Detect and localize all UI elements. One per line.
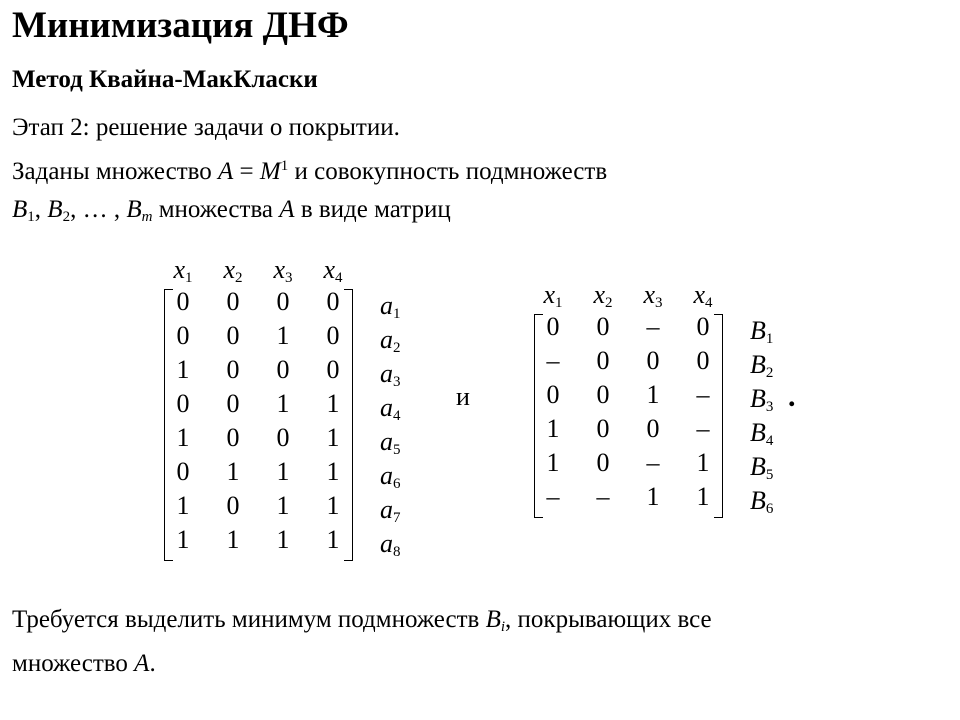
matrix-a-row-label: $a_2$ (380, 325, 401, 356)
given-line-1: Заданы множество $A = M^1$ и совокупность подмножеств (12, 158, 608, 185)
matrix-a-cell: 1 (326, 423, 340, 452)
matrix-b-cell: 0 (646, 346, 660, 375)
method-heading: Метод Квайна-МакКласки (12, 66, 318, 93)
matrix-a-column-header: $x_2$ (223, 255, 243, 286)
matrix-a-cell: 0 (276, 423, 290, 452)
matrix-b-cell: – (546, 346, 560, 375)
matrix-a-row-label: $a_1$ (380, 291, 401, 322)
matrix-b-cell: 1 (646, 380, 660, 409)
matrix-a-cell: 1 (276, 389, 290, 418)
matrix-a-cell: 1 (326, 457, 340, 486)
matrix-b-row-label: $B_2$ (750, 350, 774, 381)
matrix-b-cell: 1 (696, 482, 710, 511)
matrix-a-column-header: $x_1$ (173, 255, 193, 286)
matrix-b-cell: 1 (546, 414, 560, 443)
matrix-a-cell: 1 (326, 525, 340, 554)
matrix-a-cell: 1 (276, 457, 290, 486)
stage-text: Этап 2: решение задачи о покрытии. (12, 114, 400, 141)
matrix-a-row-label: $a_8$ (380, 529, 401, 560)
given-line-2: $B_1$, $B_2$, … , $B_m$ множества A в виде матриц (12, 196, 451, 225)
matrix-a-row-label: $a_3$ (380, 359, 401, 390)
matrix-b-cell: 0 (596, 414, 610, 443)
matrix-b-cell: 1 (546, 448, 560, 477)
matrix-a-cell: 1 (276, 491, 290, 520)
matrix-b-cell: – (696, 380, 710, 409)
matrix-a-column-header: $x_3$ (273, 255, 293, 286)
matrix-a-cell: 0 (176, 287, 190, 316)
matrix-b-row-label: $B_1$ (750, 316, 774, 347)
matrix-b-cell: 0 (646, 414, 660, 443)
matrix-a-row-label: $a_7$ (380, 495, 401, 526)
matrix-a-cell: 0 (326, 355, 340, 384)
matrix-b-cell: 0 (546, 380, 560, 409)
matrix-b-cell: – (646, 312, 660, 341)
matrix-a-cell: 0 (226, 389, 240, 418)
matrix-a-cell: 1 (176, 355, 190, 384)
matrix-b-cell: 0 (546, 312, 560, 341)
matrix-b-cell: 1 (696, 448, 710, 477)
matrix-a-cell: 0 (176, 389, 190, 418)
matrix-a-cell: 0 (176, 457, 190, 486)
matrix-a-cell: 1 (176, 423, 190, 452)
slide-title: Минимизация ДНФ (12, 5, 349, 46)
matrix-a-cell: 0 (226, 423, 240, 452)
period-mark: . (788, 380, 796, 413)
matrix-b-row-label: $B_3$ (750, 384, 774, 415)
matrix-b-cell: – (696, 414, 710, 443)
matrix-a-cell: 1 (226, 457, 240, 486)
matrix-b-column-header: $x_2$ (593, 280, 613, 311)
matrix-b-cell: 0 (596, 448, 610, 477)
matrix-b-row-label: $B_4$ (750, 418, 774, 449)
matrix-b-cell: 0 (696, 312, 710, 341)
matrix-b (538, 280, 788, 520)
task-line-2: множество A. (12, 650, 156, 677)
matrix-b-column-header: $x_3$ (643, 280, 663, 311)
matrix-b-cell: 0 (596, 346, 610, 375)
and-word: и (456, 382, 470, 411)
matrix-a-cell: 1 (326, 389, 340, 418)
matrix-a (168, 255, 408, 565)
matrix-a-cell: 1 (176, 525, 190, 554)
matrix-a-cell: 0 (326, 321, 340, 350)
matrix-a-cell: 1 (176, 491, 190, 520)
matrix-a-row-label: $a_4$ (380, 393, 401, 424)
matrix-b-cell: 0 (596, 312, 610, 341)
matrix-b-column-header: $x_4$ (693, 280, 713, 311)
task-line-1: Требуется выделить минимум подмножеств $B_i$, покрывающих все (12, 606, 712, 635)
matrix-a-column-header: $x_4$ (323, 255, 343, 286)
matrix-a-cell: 0 (226, 321, 240, 350)
matrix-b-cell: 0 (696, 346, 710, 375)
matrix-b-cell: – (596, 482, 610, 511)
matrix-a-cell: 0 (226, 355, 240, 384)
matrix-a-cell: 0 (176, 321, 190, 350)
matrix-b-cell: – (646, 448, 660, 477)
matrix-a-cell: 1 (276, 321, 290, 350)
matrix-a-cell: 0 (276, 287, 290, 316)
matrix-a-cell: 0 (226, 491, 240, 520)
matrix-b-cell: 1 (646, 482, 660, 511)
matrix-b-row-label: $B_6$ (750, 486, 774, 517)
matrix-a-row-label: $a_5$ (380, 427, 401, 458)
matrix-a-cell: 1 (326, 491, 340, 520)
matrix-a-cell: 1 (226, 525, 240, 554)
matrix-b-cell: – (546, 482, 560, 511)
matrix-a-cell: 0 (326, 287, 340, 316)
matrix-a-cell: 1 (276, 525, 290, 554)
matrix-b-row-label: $B_5$ (750, 452, 774, 483)
matrix-b-cell: 0 (596, 380, 610, 409)
matrix-a-cell: 0 (226, 287, 240, 316)
matrix-a-cell: 0 (276, 355, 290, 384)
matrix-b-column-header: $x_1$ (543, 280, 563, 311)
matrix-a-row-label: $a_6$ (380, 461, 401, 492)
